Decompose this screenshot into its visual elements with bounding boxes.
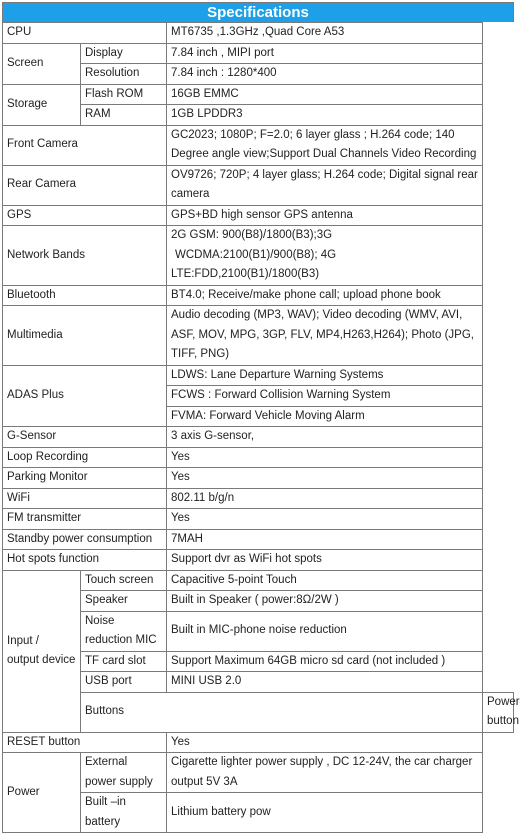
io-label-line: Input / bbox=[7, 634, 39, 647]
row-value: GC2023; 1080P; F=2.0; 6 layer glass ; H.264 code; 140 Degree angle view;Support Dual Channels Video Recording bbox=[167, 125, 483, 165]
sub-label: Display bbox=[81, 43, 167, 64]
sub-label: Touch screen bbox=[81, 570, 167, 591]
row-value: LDWS: Lane Departure Warning Systems bbox=[167, 365, 483, 386]
row-value: Yes bbox=[167, 468, 483, 489]
row-bluetooth bbox=[3, 285, 514, 306]
mic-label-line: reduction MIC bbox=[85, 634, 157, 646]
row-value: Audio decoding (MP3, WAV); Video decoding (WMV, AVI, ASF, MOV, MPG, 3GP, FLV, MP4,H263,H264); Photo (JPG, TIFF, PNG) bbox=[167, 306, 483, 366]
row-power-external bbox=[3, 753, 514, 793]
row-value: Built in Speaker ( power:8Ω/2W ) bbox=[167, 591, 483, 612]
row-value bbox=[167, 226, 483, 286]
sub-label: Flash ROM bbox=[81, 84, 167, 105]
row-label: Multimedia bbox=[3, 306, 167, 366]
row-label: Buttons bbox=[81, 692, 483, 732]
row-multimedia bbox=[3, 306, 514, 366]
row-loop-recording bbox=[3, 447, 514, 468]
row-standby-power bbox=[3, 529, 514, 550]
row-value: Lithium battery pow bbox=[167, 793, 483, 833]
row-parking-monitor bbox=[3, 468, 514, 489]
row-value: GPS+BD high sensor GPS antenna bbox=[167, 205, 483, 226]
row-io-touch bbox=[3, 570, 514, 591]
row-value: 802.11 b/g/n bbox=[167, 488, 483, 509]
row-label: Front Camera bbox=[3, 125, 167, 165]
row-network-bands bbox=[3, 226, 514, 286]
spec-sheet bbox=[2, 2, 520, 833]
sub-label: RAM bbox=[81, 105, 167, 126]
row-value: Yes bbox=[167, 732, 483, 753]
row-wifi bbox=[3, 488, 514, 509]
row-label: FM transmitter bbox=[3, 509, 167, 530]
io-label-line: output device bbox=[7, 654, 76, 666]
row-label bbox=[3, 570, 81, 732]
row-label: G-Sensor bbox=[3, 427, 167, 448]
battery-label-line: battery bbox=[85, 815, 121, 828]
row-value: BT4.0; Receive/make phone call; upload phone book bbox=[167, 285, 483, 306]
row-label: ADAS Plus bbox=[3, 365, 167, 427]
row-value: FCWS : Forward Collision Warning System bbox=[167, 386, 483, 407]
row-label: GPS bbox=[3, 205, 167, 226]
row-value: Yes bbox=[167, 447, 483, 468]
row-screen-display bbox=[3, 43, 514, 64]
sub-label: Speaker bbox=[81, 591, 167, 612]
row-value: Built in MIC-phone noise reduction bbox=[167, 611, 483, 651]
row-value: Support Maximum 64GB micro sd card (not included ) bbox=[167, 651, 483, 672]
battery-label-line: Built –in bbox=[85, 796, 126, 808]
row-value: 1GB LPDDR3 bbox=[167, 105, 483, 126]
mic-label-line: Noise bbox=[85, 614, 115, 627]
external-label-line: power supply bbox=[85, 775, 153, 788]
sub-label bbox=[81, 793, 167, 833]
row-value: FVMA: Forward Vehicle Moving Alarm bbox=[167, 406, 483, 427]
row-value: Power button bbox=[483, 692, 514, 732]
row-adas-ldws bbox=[3, 365, 514, 386]
row-value: Capacitive 5-point Touch bbox=[167, 570, 483, 591]
row-label: Bluetooth bbox=[3, 285, 167, 306]
row-front-camera bbox=[3, 125, 514, 165]
row-hotspot bbox=[3, 550, 514, 571]
row-label: RESET button bbox=[3, 732, 167, 753]
row-value: 3 axis G-sensor, bbox=[167, 427, 483, 448]
spec-table bbox=[2, 22, 520, 833]
row-label: Network Bands bbox=[3, 226, 167, 286]
row-reset-button bbox=[3, 732, 514, 753]
network-line: 2G GSM: 900(B8)/1800(B3);3G bbox=[171, 229, 333, 241]
row-label: CPU bbox=[3, 23, 167, 44]
network-line: WCDMA:2100(B1)/900(B8); 4G bbox=[175, 248, 337, 261]
row-label: Storage bbox=[3, 84, 81, 125]
sub-label: USB port bbox=[81, 672, 167, 693]
row-value: 7MAH bbox=[167, 529, 483, 550]
sub-label bbox=[81, 753, 167, 793]
row-label: Rear Camera bbox=[3, 165, 167, 205]
row-value: Yes bbox=[167, 509, 483, 530]
sub-label bbox=[81, 611, 167, 651]
row-rear-camera bbox=[3, 165, 514, 205]
sub-label: TF card slot bbox=[81, 651, 167, 672]
row-storage-flash bbox=[3, 84, 514, 105]
row-value: 7.84 inch , MIPI port bbox=[167, 43, 483, 64]
sub-label: Resolution bbox=[81, 64, 167, 85]
row-value: 7.84 inch : 1280*400 bbox=[167, 64, 483, 85]
row-label: Screen bbox=[3, 43, 81, 84]
row-value: Support dvr as WiFi hot spots bbox=[167, 550, 483, 571]
row-label: Power bbox=[3, 753, 81, 833]
row-value: Cigarette lighter power supply , DC 12-24V, the car charger output 5V 3A bbox=[167, 753, 483, 793]
row-value: OV9726; 720P; 4 layer glass; H.264 code; Digital signal rear camera bbox=[167, 165, 483, 205]
row-fm-transmitter bbox=[3, 509, 514, 530]
spec-title: Specifications bbox=[2, 2, 514, 22]
row-value: MINI USB 2.0 bbox=[167, 672, 483, 693]
row-label: Loop Recording bbox=[3, 447, 167, 468]
row-value: 16GB EMMC bbox=[167, 84, 483, 105]
row-gsensor bbox=[3, 427, 514, 448]
network-line: LTE:FDD,2100(B1)/1800(B3) bbox=[171, 268, 320, 280]
row-label: Hot spots function bbox=[3, 550, 167, 571]
row-label: WiFi bbox=[3, 488, 167, 509]
row-label: Parking Monitor bbox=[3, 468, 167, 489]
row-value: MT6735 ,1.3GHz ,Quad Core A53 bbox=[167, 23, 483, 44]
row-gps bbox=[3, 205, 514, 226]
row-label: Standby power consumption bbox=[3, 529, 167, 550]
external-label-line: External bbox=[85, 756, 128, 768]
row-cpu bbox=[3, 23, 514, 44]
